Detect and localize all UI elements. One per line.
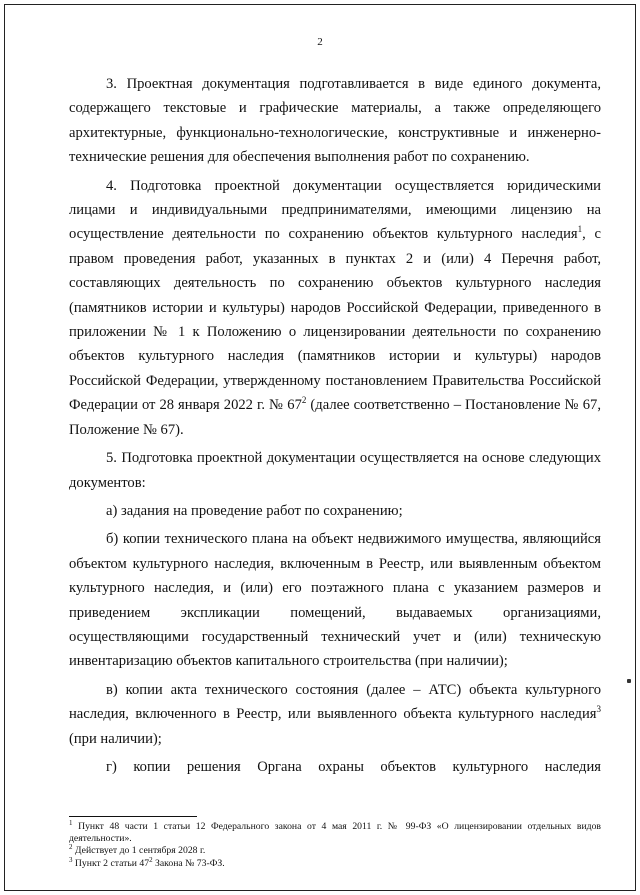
paragraph-4-part-1: 4. Подготовка проектной документации осуществляется юридическими лицами и индивидуальными предпринимателями, имеющими лицензию на осуществление деятельности по сохранению объектов культурного наследия	[69, 177, 601, 243]
document-body	[69, 72, 601, 783]
paragraph-5g: г) копии решения Органа охраны объектов культурного наследия	[106, 758, 601, 775]
footnote-ref-2: 2	[301, 395, 307, 406]
footnotes	[69, 818, 601, 870]
paragraph-5v-part-1: в) копии акта технического состояния (далее – АТС) объекта культурного наследия, включенного в Реестр, или выявленного объекта культурного наследия	[69, 681, 601, 723]
paragraph-4-part-3: (далее соответственно – Постановление № 67, Положение № 67).	[69, 397, 601, 438]
footnote-3	[69, 855, 601, 870]
footnote-text: Действует до 1 сентября 2028 г.	[72, 845, 206, 857]
paragraph-4	[69, 174, 601, 442]
paragraph-5b: б) копии технического плана на объект недвижимого имущества, являющийся объектом культурного наследия, включенным в Реестр, или выявленным объектом культурного наследия, и (или) его поэтажного плана с указанием размеров и приведением экспликации помещений, выдаваемых организациями, осуществляющими государственный технический учет и (или) техническую инвентаризацию объектов капитального строительства (при наличии);	[69, 531, 601, 670]
footnote-mark: 1	[69, 818, 73, 827]
paragraph-5v	[69, 678, 601, 751]
footnote-mark: 3	[69, 855, 73, 864]
paragraph-4-part-2: , с правом проведения работ, указанных в пунктах 2 и (или) 4 Перечня работ, составляющих деятельность по сохранению объектов культурного наследия (памятников истории и культуры) народов Российской Федерации, приведенного в приложении № 1 к Положению о лицензировании деятельности по сохранению объектов культурного наследия (памятников истории и культуры) народов Российской Федерации, утвержденному постановлением Правительства Российской Федерации от 28 января 2022 г. № 67	[69, 226, 601, 414]
paragraph-5a: а) задания на проведение работ по сохранению;	[106, 502, 403, 519]
footnote-ref-3: 3	[596, 704, 601, 715]
paragraph-5: 5. Подготовка проектной документации осуществляется на основе следующих документов:	[69, 450, 601, 491]
footnote-separator	[69, 816, 197, 817]
footnote-superscript: 2	[149, 855, 153, 864]
scan-artifact	[627, 679, 631, 683]
page-number: 2	[317, 36, 323, 48]
footnote-1	[69, 818, 601, 845]
footnote-mark: 2	[69, 843, 73, 852]
paragraph-3: 3. Проектная документация подготавливается в виде единого документа, содержащего текстовые и графические материалы, а также определяющего архитектурные, функционально-технологические, конструктивные и инженерно-технические решения для обеспечения выполнения работ по сохранению.	[69, 76, 601, 166]
footnote-text-tail: Закона № 73-ФЗ.	[152, 857, 225, 869]
footnote-text: Пункт 2 статьи 47	[72, 857, 150, 869]
paragraph-5v-part-2: (при наличии);	[69, 730, 162, 747]
footnote-ref-1: 1	[577, 224, 583, 235]
footnote-text: Пункт 48 части 1 статьи 12 Федерального закона от 4 мая 2011 г. № 99-ФЗ «О лицензировании отдельных видов деятельности».	[69, 821, 601, 845]
